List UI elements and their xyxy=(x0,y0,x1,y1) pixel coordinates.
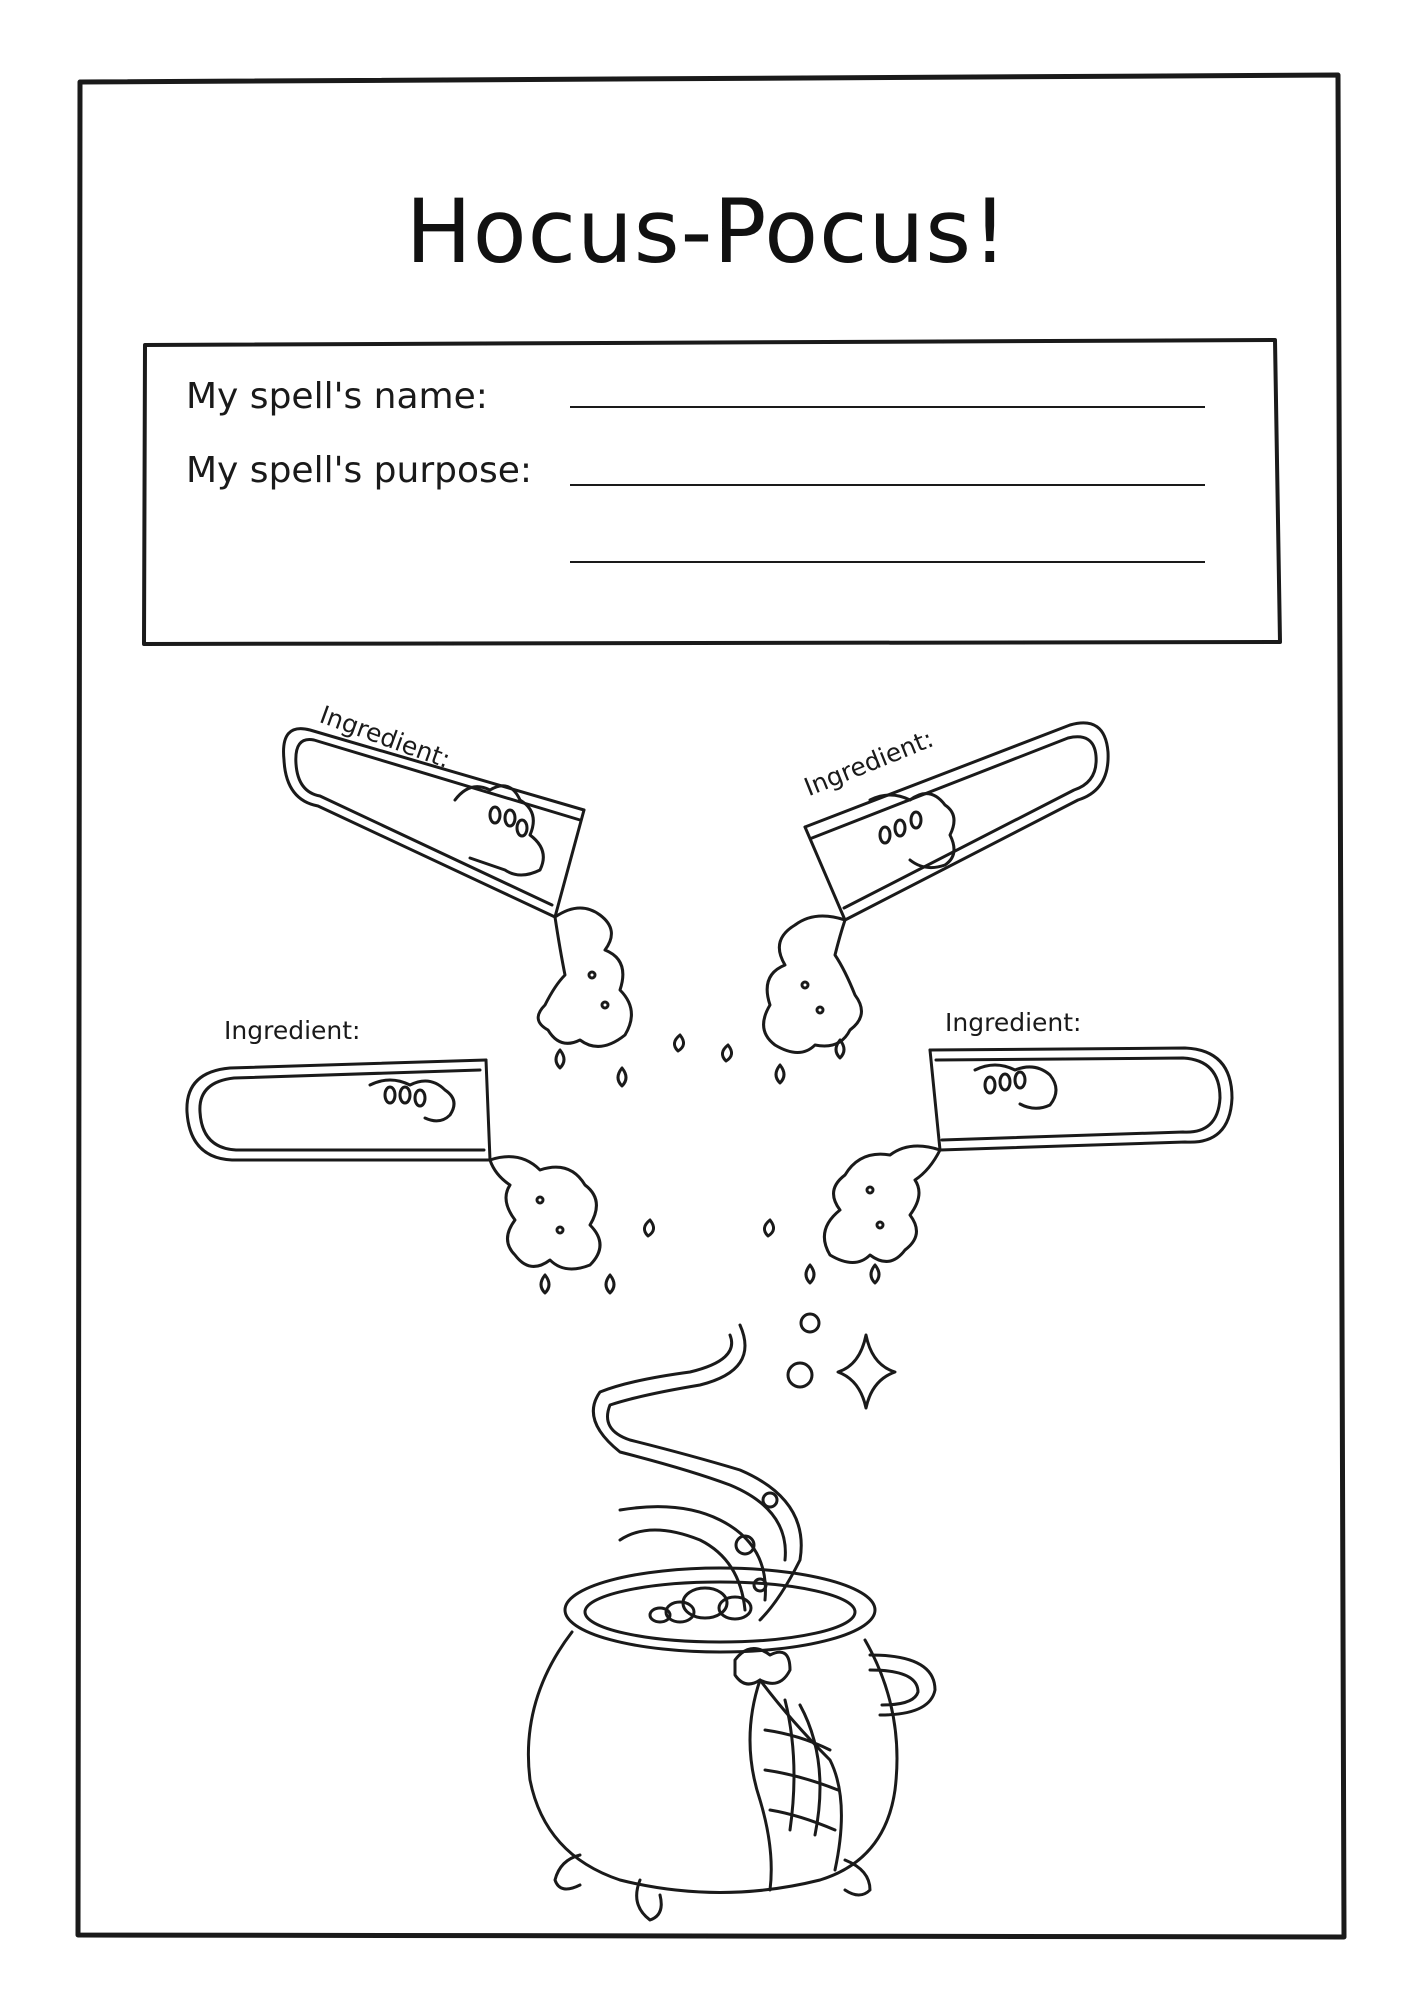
spider-web-icon xyxy=(765,1700,838,1835)
spell-name-line[interactable] xyxy=(570,406,1205,408)
ingredient-label: Ingredient: xyxy=(800,723,938,802)
spell-name-label: My spell's name: xyxy=(186,376,488,417)
spell-purpose-label: My spell's purpose: xyxy=(186,450,533,491)
test-tube-icon xyxy=(187,1060,654,1293)
page-border xyxy=(78,75,1344,1937)
spell-purpose-line-2[interactable] xyxy=(570,561,1205,563)
ingredient-label: Ingredient: xyxy=(945,1008,1082,1037)
ingredient-label: Ingredient: xyxy=(224,1016,361,1045)
page-title: Hocus-Pocus! xyxy=(405,180,1009,283)
cauldron-icon xyxy=(528,1314,935,1920)
ingredient-label: Ingredient: xyxy=(316,700,455,774)
spell-purpose-line-1[interactable] xyxy=(570,484,1205,486)
test-tube-icon xyxy=(764,1048,1232,1283)
sparkle-icon xyxy=(838,1335,895,1408)
